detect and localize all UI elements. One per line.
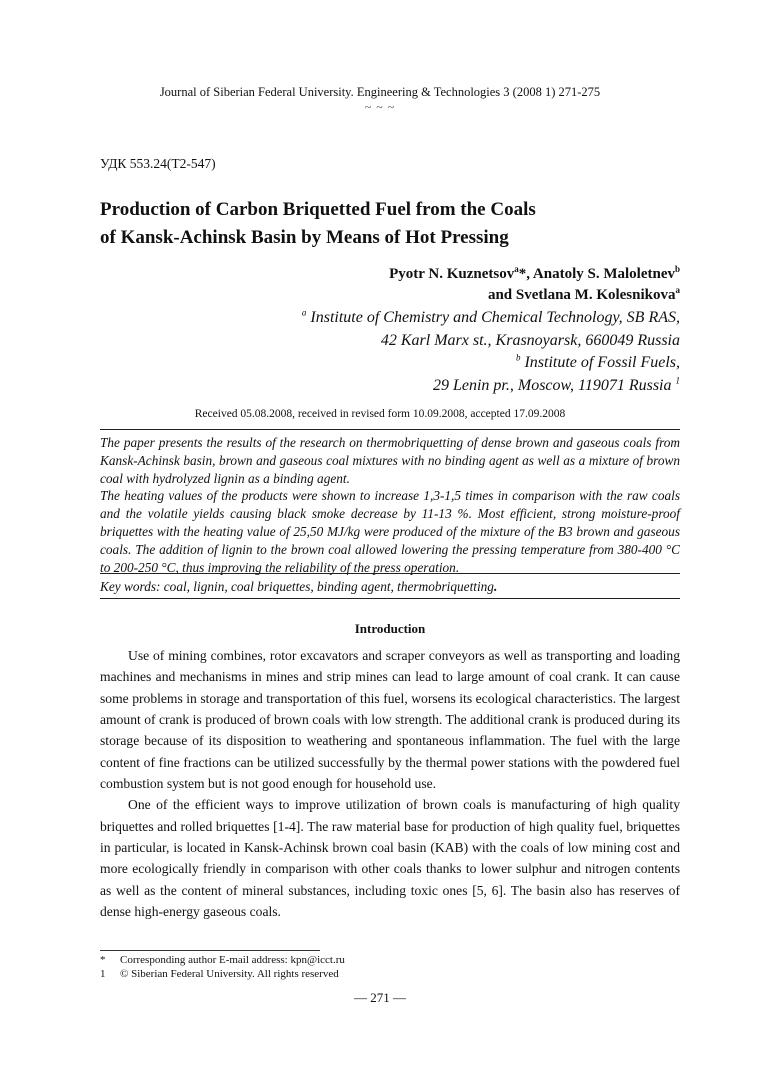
affil-a-text: Institute of Chemistry and Chemical Technology, SB RAS, <box>306 309 680 326</box>
affil-a-mark: a <box>301 307 307 318</box>
footnote-copyright <box>100 967 339 981</box>
affiliation-a-line-1 <box>302 307 680 330</box>
author-kolesnikova-affil: a <box>675 285 680 295</box>
affiliation-a-line-2: 42 Karl Marx st., Krasnoyarsk, 660049 Russia <box>380 331 680 349</box>
page-number: — 271 — <box>354 990 406 1005</box>
body-paragraph-1: Use of mining combines, rotor excavators and scraper conveyors as well as transporting and loading machines and mechanisms in mines and strip mines can lead to large amount of coal crank. It can cause some problems in storage and transportation of this fuel, worsens its ecological characteristics. The largest amount of crank is produced of brown coals with low strength. The additional crank is produced during its storage because of its disposition to weathering and spontaneous inflammation. The fuel with the large content of fine fractions can be utilized successfully by the thermal power stations with the powdered fuel combustion system but is not good enough for household use. <box>100 648 680 792</box>
affiliation-b-line-2 <box>302 375 680 398</box>
footnote-corresponding <box>100 953 345 967</box>
body-paragraph-2: One of the efficient ways to improve utilization of brown coals is manufacturing of high quality briquettes and rolled briquettes [1-4]. The raw material base for production of high quality fuel, briquettes in particular, is located in Kansk-Achinsk brown coal basin (KAB) with the coals of low mining cost and more ecologically friendly in comparison with other coals thanks to lower sulphur and nitrogen contents as well as the content of mineral substances, including toxic ones [5, 6]. The basin also has reserves of dense high-energy gaseous coals. <box>100 797 680 920</box>
author-kuznetsov: Pyotr N. Kuznetsov <box>389 266 515 282</box>
abstract-paragraph-2: The heating values of the products were shown to increase 1,3-1,5 times in comparison with the raw coals and the volatile yields causing black smoke decrease by 11-13 %. Most efficient, strong moisture-proof briquettes with the heating value of 25,50 MJ/kg were produced of the mixture of the B3 brown and gaseous coals. The addition of lignin to the brown coal allowed lowering the pressing temperature from 380-400 °C to 200-250 °C, thus improving the reliability of the press operation. <box>100 488 680 575</box>
author-maloletnev: Anatoly S. Maloletnev <box>532 266 675 282</box>
title-line-1: Production of Carbon Briquetted Fuel from the Coals <box>100 199 536 220</box>
author-list <box>389 264 680 306</box>
footnote-rule <box>100 950 320 951</box>
keywords <box>100 578 680 596</box>
affiliation-b-line-1 <box>302 352 680 375</box>
keywords-text: Key words: coal, lignin, coal briquettes, binding agent, thermobriquetting <box>100 579 494 594</box>
header-ornament: ~ ~ ~ <box>364 100 396 114</box>
author-line-1 <box>389 264 680 285</box>
footnote-text: Corresponding author E-mail address: kpn@icct.ru <box>120 954 345 966</box>
author-maloletnev-affil: b <box>674 264 680 274</box>
udk-code: УДК 553.24(Т2-547) <box>100 156 216 171</box>
abstract-middle-rule <box>100 573 680 574</box>
body-text <box>100 645 680 922</box>
author-kolesnikova: and Svetlana M. Kolesnikova <box>487 287 676 303</box>
keywords-bottom-rule <box>100 598 680 599</box>
affiliations <box>302 307 680 397</box>
section-heading: Introduction <box>354 621 426 636</box>
affil-b-footnote-mark: 1 <box>675 375 680 386</box>
paper-title <box>100 196 660 252</box>
affil-b-mark: b <box>515 352 521 363</box>
corresponding-mark: *, <box>518 266 533 282</box>
abstract-paragraph-1: The paper presents the results of the research on thermobriquetting of dense brown and gaseous coals from Kansk-Achinsk basin, brown and gaseous coal mixtures with no binding agent as well as a mixture of brown coal with hydrolyzed lignin as a binding agent. <box>100 435 680 486</box>
affil-b-text: Institute of Fossil Fuels, <box>520 354 680 371</box>
footnote-mark: 1 <box>100 968 106 980</box>
footnote-mark: * <box>100 954 106 966</box>
title-line-2: of Kansk-Achinsk Basin by Means of Hot Pressing <box>100 227 509 248</box>
keywords-end: . <box>493 579 498 594</box>
abstract-top-rule <box>100 429 680 430</box>
abstract <box>100 434 680 576</box>
author-line-2 <box>389 285 680 306</box>
journal-header: Journal of Siberian Federal University. Engineering & Technologies 3 (2008 1) 271-275 <box>159 85 601 99</box>
received-dates: Received 05.08.2008, received in revised form 10.09.2008, accepted 17.09.2008 <box>194 408 566 420</box>
affil-b-address: 29 Lenin pr., Moscow, 119071 Russia <box>432 376 676 394</box>
author-kuznetsov-affil: a <box>514 264 519 274</box>
footnote-text: © Siberian Federal University. All rights reserved <box>120 968 339 980</box>
